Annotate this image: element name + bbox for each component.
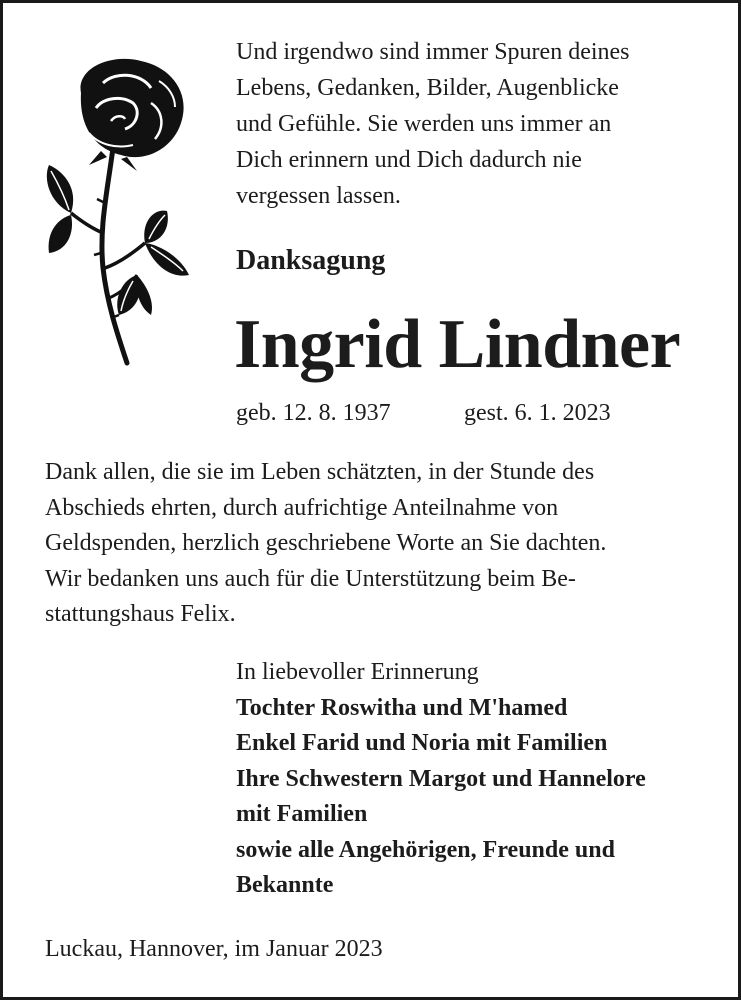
mourner-line: mit Familien	[236, 801, 368, 827]
mourner-line: sowie alle Angehörigen, Freunde und	[236, 836, 615, 863]
mourner-line: Ihre Schwestern Margot und Hannelore	[236, 765, 646, 792]
deceased-name: Ingrid Lindner	[234, 306, 681, 383]
death-date: gest. 6. 1. 2023	[464, 400, 611, 426]
thanks-line: Geldspenden, herzlich geschriebene Worte an Sie dachten.	[45, 530, 607, 556]
poem-line: Dich erinnern und Dich dadurch nie	[236, 147, 582, 173]
thanks-line: Wir bedanken uns auch für die Unterstützung beim Be-	[45, 565, 576, 592]
mourners-block	[236, 655, 646, 904]
thanks-paragraph	[45, 455, 735, 633]
place-date: Luckau, Hannover, im Januar 2023	[45, 936, 383, 962]
thanks-line: Dank allen, die sie im Leben schätzten, in der Stunde des	[45, 459, 595, 485]
heading-danksagung: Danksagung	[236, 245, 386, 276]
poem-line: Und irgendwo sind immer Spuren deines	[236, 39, 630, 65]
poem-line: vergessen lassen.	[236, 183, 401, 209]
poem	[236, 34, 726, 214]
mourner-line: Bekannte	[236, 872, 334, 898]
poem-line: und Gefühle. Sie werden uns immer an	[236, 111, 612, 137]
mourner-line: Enkel Farid und Noria mit Familien	[236, 730, 608, 756]
rose-icon	[41, 53, 191, 368]
memory-intro: In liebevoller Erinnerung	[236, 659, 479, 685]
thanks-line: Abschieds ehrten, durch aufrichtige Anteilnahme von	[45, 494, 559, 521]
poem-line: Lebens, Gedanken, Bilder, Augenblicke	[236, 75, 619, 101]
life-dates	[236, 395, 611, 431]
mourner-line: Tochter Roswitha und M'hamed	[236, 694, 568, 721]
birth-date: geb. 12. 8. 1937	[236, 400, 391, 426]
thanks-line: stattungshaus Felix.	[45, 601, 236, 627]
